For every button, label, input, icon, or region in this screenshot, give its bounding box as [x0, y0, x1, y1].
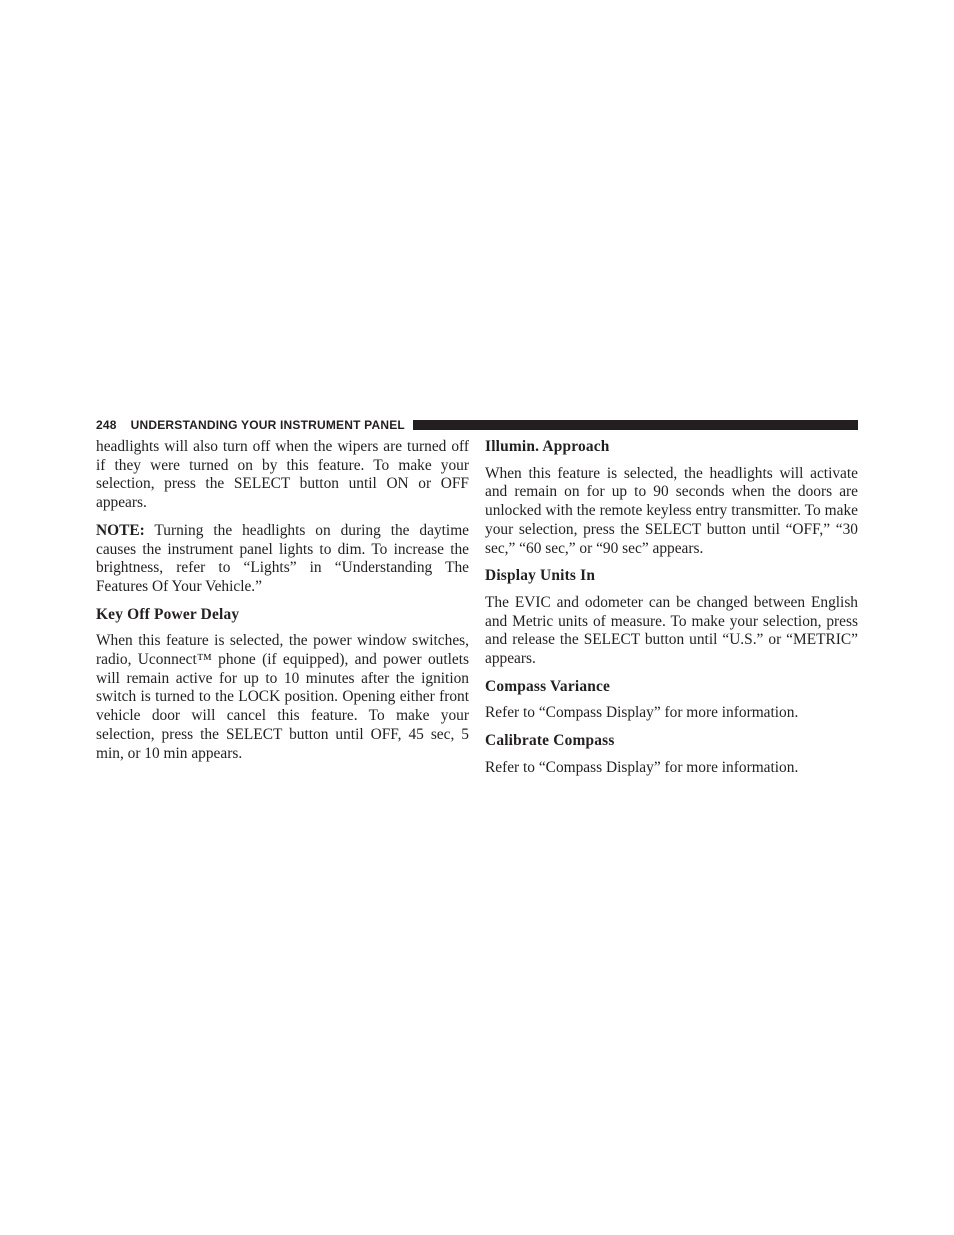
compass-variance-text: Refer to “Compass Display” for more information. — [485, 704, 799, 722]
display-units-text: The EVIC and odometer can be changed between English and Metric units of measure. To make your selection, press and release the SELECT button until “U.S.” or “METRIC” appears. — [485, 593, 858, 668]
key-off-power-delay-text: When this feature is selected, the power window switches, radio, Uconnect™ phone (if equipped), and power outlets will remain active for up to 10 minutes after the ignition switch is turned to the LOCK position. Opening either front vehicle door will cancel this feature. To make your selection, press the SELECT button until OFF, 45 sec, 5 min, or 10 min appears. — [96, 632, 469, 762]
page-header — [96, 417, 858, 433]
key-off-power-delay-heading: Key Off Power Delay — [96, 605, 240, 623]
header-rule-bar — [413, 420, 858, 430]
display-units-heading: Display Units In — [485, 567, 596, 585]
page-number: 248 — [96, 418, 117, 432]
illumin-approach-text: When this feature is selected, the headlights will activate and remain on for up to 90 seconds when the doors are unlocked with the remote keyless entry transmitter. To make your selection, press the SELECT button until “OFF,” “30 sec,” “60 sec,” or “90 sec” appears. — [485, 464, 858, 557]
section-title: UNDERSTANDING YOUR INSTRUMENT PANEL — [130, 418, 405, 432]
left-column — [96, 438, 469, 772]
compass-variance-heading: Compass Variance — [485, 677, 611, 695]
right-column — [485, 438, 858, 787]
note-text: Turning the headlights on during the daytime causes the instrument panel lights to dim. To increase the brightness, refer to “Lights” in “Understanding The Features Of Your Vehicle.” — [96, 521, 469, 595]
continued-paragraph: headlights will also turn off when the wipers are turned off if they were turned on by this feature. To make your selection, press the SELECT button until ON or OFF appears. — [96, 438, 469, 512]
calibrate-compass-text: Refer to “Compass Display” for more information. — [485, 758, 799, 776]
note-paragraph — [96, 522, 469, 597]
illumin-approach-heading: Illumin. Approach — [485, 438, 610, 455]
note-label: NOTE: — [96, 521, 145, 539]
calibrate-compass-heading: Calibrate Compass — [485, 732, 615, 750]
